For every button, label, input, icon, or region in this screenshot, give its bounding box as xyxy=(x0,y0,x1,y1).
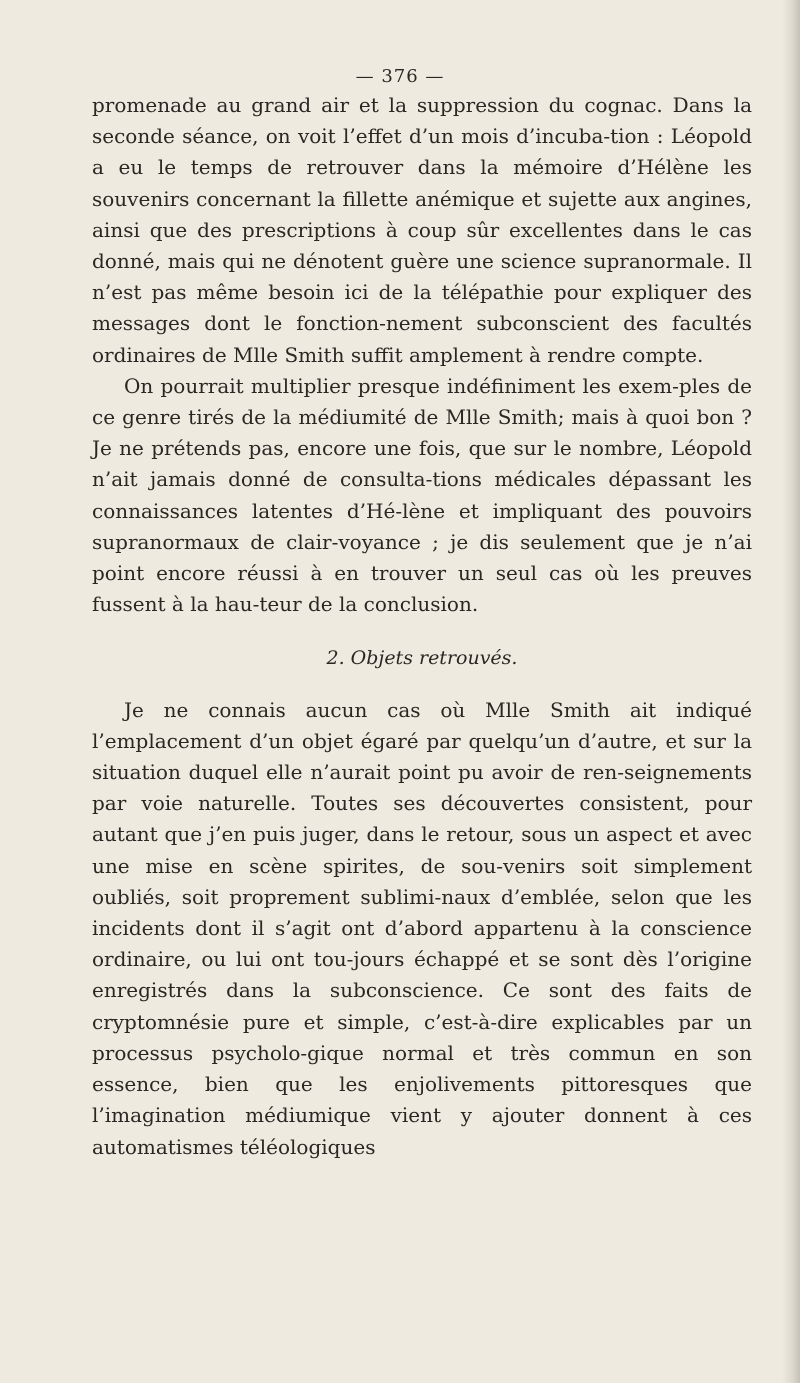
paragraph-1: promenade au grand air et la suppression du cognac. Dans la seconde séance, on voit l’effet d’un mois d’incuba-tion : Léopold a eu le temps de retrouver dans la mémoire d’Hélène les souvenirs concernant la fillette anémique et sujette aux angines, ainsi que des prescriptions à coup sûr excellentes dans le cas donné, mais qui ne dénotent guère une science supranormale. Il n’est pas même besoin ici de la télépathie pour expliquer des messages dont le fonction-nement subconscient des facultés ordinaires de Mlle Smith suffit amplement à rendre compte. xyxy=(92,93,752,367)
page-number: — 376 — xyxy=(355,66,445,87)
body-text xyxy=(92,90,752,1163)
paragraph-3: Je ne connais aucun cas où Mlle Smith ait indiqué l’emplacement d’un objet égaré par quelqu’un d’autre, et sur la situation duquel elle n’aurait point pu avoir de ren-seignements par voie naturelle. Toutes ses découvertes consistent, pour autant que j’en puis juger, dans le retour, sous un aspect et avec une mise en scène spirites, de sou-venirs soit simplement oubliés, soit proprement sublimi-naux d’emblée, selon que les incidents dont il s’agit ont d’abord appartenu à la conscience ordinaire, ou lui ont tou-jours échappé et se sont dès l’origine enregistrés dans la subconscience. Ce sont des faits de cryptomnésie pure et simple, c’est-à-dire explicables par un processus psycholo-gique normal et très commun en son essence, bien que les enjolivements pittoresques que l’imagination médiumique vient y ajouter donnent à ces automatismes téléologiques xyxy=(92,697,752,1159)
page-edge-shadow xyxy=(782,0,800,1383)
paragraph-2: On pourrait multiplier presque indéfiniment les exem-ples de ce genre tirés de la médiumité de Mlle Smith; mais à quoi bon ? Je ne prétends pas, encore une fois, que sur le nombre, Léopold n’ait jamais donné de consulta-tions médicales dépassant les connaissances latentes d’Hé-lène et impliquant des pouvoirs supranormaux de clair-voyance ; je dis seulement que je n’ai point encore réussi à en trouver un seul cas où les preuves fussent à la hau-teur de la conclusion. xyxy=(92,373,752,617)
section-heading: 2. Objets retrouvés. xyxy=(326,647,518,670)
